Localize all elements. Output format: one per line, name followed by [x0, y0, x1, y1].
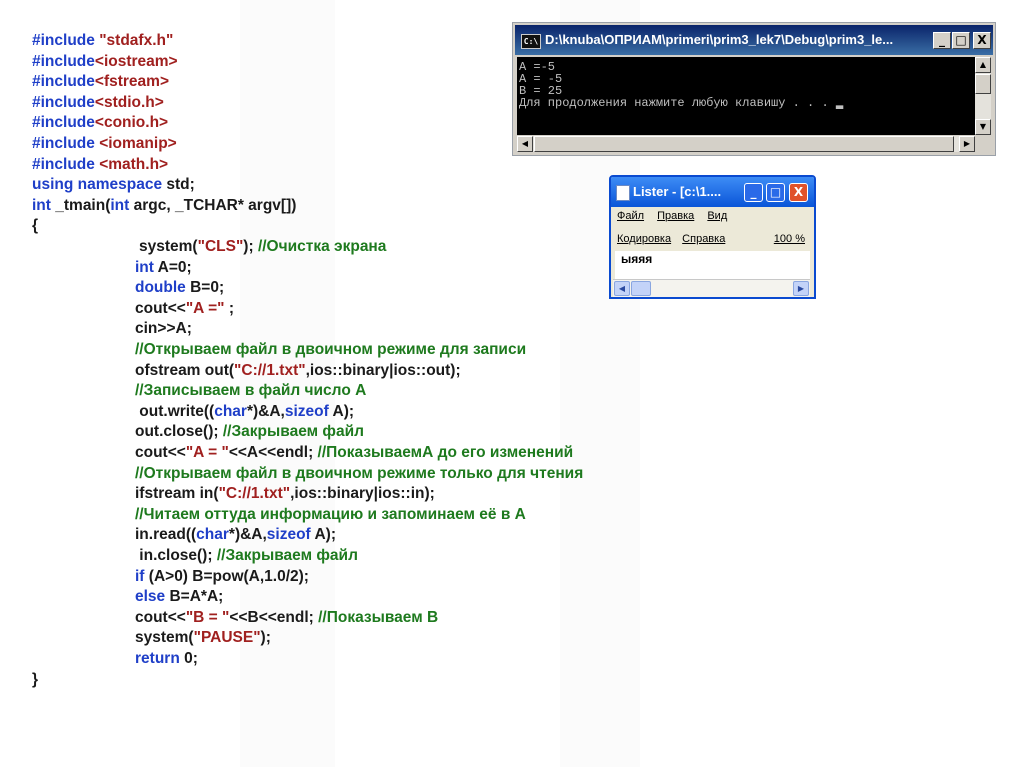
code-token: #include [32, 52, 95, 70]
minimize-button[interactable]: _ [933, 32, 951, 49]
code-token: <stdio.h> [94, 93, 164, 111]
console-output[interactable] [517, 57, 975, 135]
code-token: out.close(); [135, 423, 223, 441]
code-token: if [135, 567, 149, 585]
code-token: "A = " [185, 444, 229, 461]
code-token: "stdafx.h" [99, 32, 174, 49]
code-token: ,ios::binary|ios::in); [290, 485, 435, 503]
code-token: //ПоказываемА до его изменений [317, 444, 574, 461]
lister-content[interactable] [615, 251, 810, 279]
console-title-bar[interactable] [515, 25, 993, 55]
code-line [135, 648, 198, 669]
lister-menu-bar-2 [617, 233, 809, 245]
code-line [135, 607, 438, 628]
scroll-down-arrow-icon[interactable]: ▼ [975, 119, 991, 135]
menu-help[interactable]: Справка [682, 233, 726, 245]
code-line [135, 401, 354, 422]
code-token: ifstream in( [135, 485, 219, 503]
code-line [135, 360, 461, 381]
code-token: A=0; [157, 258, 192, 276]
lister-menu-bar [617, 210, 737, 222]
code-line [32, 215, 38, 236]
code-line [135, 421, 364, 442]
code-line [32, 30, 173, 51]
code-line [135, 339, 526, 360]
code-token: ); [260, 629, 271, 647]
console-line: A =-5 [519, 60, 556, 74]
lister-title: Lister - [c:\1.... [633, 184, 722, 199]
horizontal-scrollbar[interactable] [613, 279, 810, 297]
code-token: ,ios::binary|ios::out); [305, 361, 461, 379]
code-line [135, 442, 573, 463]
code-token: int [32, 196, 56, 214]
code-line [135, 566, 309, 587]
code-token: int [135, 258, 158, 276]
code-line [135, 627, 271, 648]
code-line [135, 277, 224, 298]
horizontal-scrollbar[interactable] [517, 136, 975, 152]
console-app-icon: C:\ [521, 34, 541, 49]
scroll-right-arrow-icon[interactable]: ▶ [793, 281, 809, 296]
code-token: return [135, 650, 185, 667]
code-token: <fstream> [94, 73, 169, 91]
code-token: <math.h> [99, 155, 169, 173]
code-token: <<B<<endl; [229, 608, 319, 626]
lister-window [609, 175, 816, 299]
code-token: cout<< [135, 608, 186, 626]
code-token: { [32, 217, 39, 235]
console-line: Для продолжения нажмите любую клавишу . . . ▂ [519, 96, 844, 110]
code-token: //Записываем в файл число А [135, 382, 367, 400]
code-token: double [135, 279, 191, 297]
code-token: #include [32, 135, 100, 152]
code-line [32, 174, 195, 195]
zoom-level[interactable]: 100 % [773, 233, 805, 245]
scroll-left-arrow-icon[interactable]: ◀ [517, 136, 533, 152]
console-window [512, 22, 996, 156]
code-token: <<A<<endl; [228, 444, 318, 461]
code-line [139, 236, 386, 257]
scroll-thumb[interactable] [631, 281, 651, 296]
code-token: cout<< [135, 299, 186, 317]
menu-file[interactable]: Файл [617, 210, 645, 222]
code-line [135, 463, 583, 484]
code-token: A); [332, 402, 355, 420]
code-token: (A>0) B=pow(A,1.0/2); [148, 567, 309, 585]
maximize-button[interactable]: □ [952, 32, 970, 49]
menu-view[interactable]: Вид [707, 210, 728, 222]
code-token: <iomanip> [99, 135, 177, 152]
console-line: B = 25 [519, 84, 563, 98]
code-token: in.close(); [135, 547, 217, 564]
console-line: A = -5 [519, 72, 563, 86]
code-token: "B = " [185, 608, 230, 626]
code-token: cin>>A; [135, 320, 192, 338]
code-token: B=A*A; [169, 588, 224, 606]
code-token: _tmain( [55, 196, 111, 214]
code-token: #include [32, 32, 100, 49]
code-token: "C://1.txt" [234, 361, 306, 379]
code-token: using namespace [32, 176, 167, 194]
code-token: ofstream out( [135, 361, 235, 379]
code-line [135, 504, 526, 525]
code-token: //Закрываем файл [216, 547, 358, 564]
scroll-right-arrow-icon[interactable]: ▶ [959, 136, 975, 152]
code-token: } [32, 670, 39, 688]
document-icon [616, 185, 630, 201]
code-token: #include [32, 155, 100, 173]
code-line [32, 51, 178, 72]
code-token: system( [139, 238, 198, 255]
code-token: B=0; [190, 279, 225, 297]
file-content-text: ыяяя [621, 252, 653, 266]
lister-title-bar[interactable] [611, 177, 814, 207]
code-line [32, 133, 177, 154]
code-token: else [135, 588, 170, 606]
close-button[interactable]: X [973, 32, 991, 49]
code-token: *)&A, [246, 402, 285, 420]
console-title: D:\knuba\ОПРИАМ\primeri\prim3_lek7\Debug\prim3_le... [545, 32, 894, 47]
code-token: //Открываем файл в двоичном режиме для записи [135, 341, 527, 358]
code-token: int [110, 196, 134, 214]
close-button[interactable]: X [789, 183, 808, 202]
code-token: *)&A, [228, 526, 267, 544]
code-token: //Закрываем файл [222, 423, 364, 441]
code-token: std; [166, 176, 195, 194]
code-line [135, 257, 192, 278]
code-token: "PAUSE" [193, 629, 261, 647]
code-token: out.write(( [135, 402, 215, 420]
code-token: "CLS" [197, 238, 244, 255]
maximize-button[interactable]: □ [766, 183, 785, 202]
code-token: //Открываем файл в двоичном режиме только для чтения [135, 464, 584, 482]
code-token: #include [32, 114, 95, 132]
vertical-scrollbar[interactable] [975, 57, 991, 135]
scroll-left-arrow-icon[interactable]: ◀ [614, 281, 630, 296]
code-token: 0; [184, 650, 198, 667]
code-line [32, 112, 168, 133]
code-line [135, 524, 336, 545]
minimize-button[interactable]: _ [744, 183, 763, 202]
code-token: ); [243, 238, 258, 255]
code-line [32, 92, 164, 113]
code-token: //Показываем В [318, 608, 439, 626]
code-token: char [214, 402, 247, 420]
code-token: sizeof [284, 402, 333, 420]
code-token: char [196, 526, 229, 544]
menu-encoding[interactable]: Кодировка [617, 233, 672, 245]
scroll-up-arrow-icon[interactable]: ▲ [975, 57, 991, 73]
code-token: <iostream> [94, 52, 178, 70]
code-token: //Очистка экрана [257, 238, 387, 255]
code-line [135, 586, 223, 607]
code-line [32, 669, 38, 690]
scroll-thumb[interactable] [534, 136, 954, 152]
code-token: "A =" [185, 299, 229, 317]
code-line [135, 545, 358, 566]
code-line [135, 380, 366, 401]
code-token: cout<< [135, 444, 186, 461]
code-line [135, 483, 435, 504]
code-token: sizeof [266, 526, 315, 544]
scroll-thumb[interactable] [975, 74, 991, 94]
menu-edit[interactable]: Правка [657, 210, 695, 222]
code-line [135, 318, 192, 339]
code-line [32, 71, 169, 92]
code-token: in.read(( [135, 526, 197, 544]
code-line [135, 298, 234, 319]
code-token: ; [228, 299, 234, 317]
code-token: #include [32, 73, 95, 91]
code-token: "C://1.txt" [218, 485, 291, 503]
code-token: A); [314, 526, 336, 544]
code-token: //Читаем оттуда информацию и запоминаем её в А [135, 505, 526, 523]
code-line [32, 154, 168, 175]
code-token: <conio.h> [94, 114, 169, 132]
code-token: argc, _TCHAR* argv[]) [133, 196, 297, 214]
code-line [32, 195, 296, 216]
code-token: system( [135, 629, 194, 647]
code-token: #include [32, 93, 95, 111]
